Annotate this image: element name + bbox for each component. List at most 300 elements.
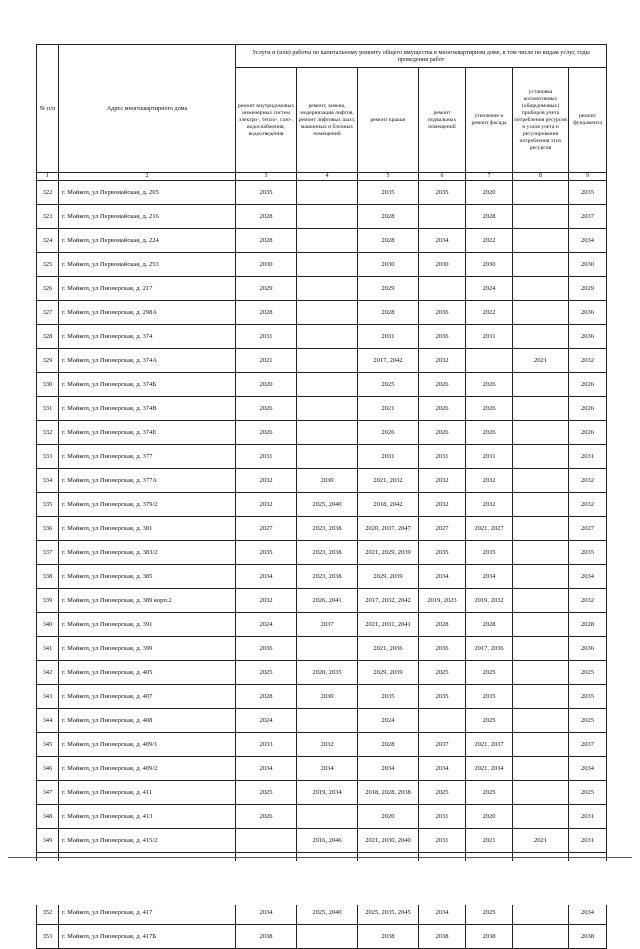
cell-roof: 2029 [358, 277, 419, 301]
cell-facade: 2025 [466, 709, 513, 733]
cell-meters [513, 493, 569, 517]
row-address: г. Майкоп, ул Пионерская, д. 377 [59, 445, 236, 469]
row-address: г. Майкоп, ул Первомайская, д. 224 [59, 229, 236, 253]
cell-roof: 2017, 2032, 2042 [358, 589, 419, 613]
header-engineering-systems: ремонт внутридомовых инженерных систем электро-, тепло-, газо-, водоснабжения, водоотведения [236, 68, 297, 173]
cell-roof: 2038 [358, 925, 419, 949]
cell-engineering-systems: 2029 [236, 277, 297, 301]
cell-basement: 2026 [419, 397, 466, 421]
row-number: 322 [37, 181, 59, 205]
table-row [37, 709, 607, 733]
cell-basement: 2037 [419, 733, 466, 757]
row-number: 326 [37, 277, 59, 301]
cell-engineering-systems [236, 829, 297, 853]
row-number: 327 [37, 301, 59, 325]
cell-roof: 2028 [358, 205, 419, 229]
table-row [37, 277, 607, 301]
cell-meters [513, 661, 569, 685]
cell-foundation: 2032 [569, 493, 607, 517]
row-address: г. Майкоп, ул Пионерская, д. 374Б [59, 373, 236, 397]
table-row [37, 661, 607, 685]
cell-basement: 2032 [419, 349, 466, 373]
cell-elevators: 2030 [297, 685, 358, 709]
cell-elevators: 2025, 2040 [297, 901, 358, 925]
cell-facade [466, 349, 513, 373]
cell-facade: 2021, 2027 [466, 517, 513, 541]
table-row [37, 421, 607, 445]
cell-roof: 2018, 2042 [358, 493, 419, 517]
cell-elevators [297, 229, 358, 253]
cell-elevators [297, 805, 358, 829]
table-row [37, 613, 607, 637]
cell-engineering-systems: 2020 [236, 373, 297, 397]
col-number-9: 9 [569, 173, 607, 181]
cell-foundation: 2027 [569, 517, 607, 541]
cell-foundation: 2035 [569, 685, 607, 709]
cell-facade: 2035 [466, 541, 513, 565]
cell-engineering-systems: 2025 [236, 661, 297, 685]
cell-facade: 2025 [466, 661, 513, 685]
col-number-4: 4 [297, 173, 358, 181]
cell-basement: 2019, 2023 [419, 589, 466, 613]
cell-basement: 2038 [419, 925, 466, 949]
table-row [37, 565, 607, 589]
col-number-2: 2 [59, 173, 236, 181]
table-row [37, 445, 607, 469]
cell-foundation: 2034 [569, 901, 607, 925]
table-row [37, 469, 607, 493]
cell-facade: 2021, 2037 [466, 733, 513, 757]
row-address: г. Майкоп, ул Пионерская, д. 217 [59, 277, 236, 301]
row-number: 333 [37, 445, 59, 469]
cell-roof: 2034 [358, 757, 419, 781]
header-group-title: Услуги и (или) работы по капитальному ремонту общего имущества в многоквартирном доме, в том числе по видам услуг, годы проведения работ [236, 45, 607, 68]
col-number-6: 6 [419, 173, 466, 181]
cell-foundation: 2034 [569, 565, 607, 589]
table-row [37, 685, 607, 709]
col-number-5: 5 [358, 173, 419, 181]
cell-engineering-systems: 2034 [236, 565, 297, 589]
page-bottom-margin [0, 861, 640, 905]
cell-facade: 2031 [466, 445, 513, 469]
cell-basement: 2030 [419, 253, 466, 277]
cell-meters [513, 805, 569, 829]
cell-elevators: 2023, 2038 [297, 517, 358, 541]
cell-basement [419, 205, 466, 229]
cell-elevators [297, 301, 358, 325]
row-number: 329 [37, 349, 59, 373]
row-address: г. Майкоп, ул Пионерская, д. 411 [59, 781, 236, 805]
cell-roof: 2028 [358, 229, 419, 253]
cell-facade: 2034 [466, 565, 513, 589]
row-address: г. Майкоп, ул Пионерская, д. 399 [59, 637, 236, 661]
cell-foundation: 2026 [569, 421, 607, 445]
cell-roof: 2029, 2039 [358, 565, 419, 589]
cell-basement: 2032 [419, 493, 466, 517]
cell-facade: 2038 [466, 925, 513, 949]
cell-basement: 2034 [419, 901, 466, 925]
cell-basement [419, 277, 466, 301]
cell-basement: 2025 [419, 661, 466, 685]
table-row [37, 541, 607, 565]
table-row [37, 781, 607, 805]
cell-meters [513, 229, 569, 253]
cell-foundation: 2025 [569, 709, 607, 733]
table-row [37, 493, 607, 517]
table-row [37, 253, 607, 277]
cell-engineering-systems: 2033 [236, 733, 297, 757]
row-address: г. Майкоп, ул Пионерская, д. 408 [59, 709, 236, 733]
cell-engineering-systems: 2038 [236, 925, 297, 949]
cell-elevators [297, 253, 358, 277]
cell-meters [513, 301, 569, 325]
cell-elevators [297, 349, 358, 373]
cell-facade: 2032 [466, 469, 513, 493]
cell-foundation: 2035 [569, 541, 607, 565]
cell-facade: 2026 [466, 373, 513, 397]
row-address: г. Майкоп, ул Первомайская, д. 205 [59, 181, 236, 205]
row-address: г. Майкоп, ул Пионерская, д. 379/2 [59, 493, 236, 517]
cell-elevators [297, 397, 358, 421]
cell-meters [513, 925, 569, 949]
cell-foundation: 2032 [569, 589, 607, 613]
cell-meters [513, 589, 569, 613]
table-row [37, 397, 607, 421]
cell-elevators: 2019, 2034 [297, 781, 358, 805]
cell-meters [513, 373, 569, 397]
cell-elevators: 2037 [297, 613, 358, 637]
cell-roof: 2021, 2032 [358, 469, 419, 493]
cell-meters [513, 733, 569, 757]
cell-foundation: 2026 [569, 373, 607, 397]
cell-facade: 2031 [466, 325, 513, 349]
cell-meters [513, 181, 569, 205]
cell-meters [513, 277, 569, 301]
cell-elevators [297, 205, 358, 229]
header-meters: установка коллективных (общедомовых) приборов учета потребления ресурсов и узлов учета и регулирования потребления этих ресурсов [513, 68, 569, 173]
cell-basement: 2028 [419, 613, 466, 637]
cell-meters [513, 709, 569, 733]
cell-elevators [297, 277, 358, 301]
cell-basement: 2036 [419, 301, 466, 325]
row-number: 339 [37, 589, 59, 613]
page-cut-line [8, 857, 632, 858]
cell-basement: 2035 [419, 181, 466, 205]
cell-facade: 2025 [466, 901, 513, 925]
row-address: г. Майкоп, ул Пионерская, д. 374 [59, 325, 236, 349]
cell-foundation: 2030 [569, 253, 607, 277]
row-number: 328 [37, 325, 59, 349]
header-facade: утепление и ремонт фасада [466, 68, 513, 173]
cell-basement: 2032 [419, 469, 466, 493]
cell-meters [513, 253, 569, 277]
cell-basement: 2031 [419, 805, 466, 829]
cell-elevators: 2023, 2038 [297, 541, 358, 565]
cell-meters [513, 205, 569, 229]
cell-basement: 2034 [419, 229, 466, 253]
cell-basement: 2026 [419, 421, 466, 445]
cell-elevators [297, 181, 358, 205]
table-row [37, 733, 607, 757]
row-number: 332 [37, 421, 59, 445]
cell-roof: 2028 [358, 733, 419, 757]
row-number: 352 [37, 901, 59, 925]
row-address: г. Майкоп, ул Первомайская, д. 253 [59, 253, 236, 277]
cell-foundation: 2032 [569, 469, 607, 493]
cell-foundation: 2032 [569, 349, 607, 373]
cell-elevators: 2025, 2040 [297, 493, 358, 517]
cell-basement: 2035 [419, 541, 466, 565]
row-number: 344 [37, 709, 59, 733]
cell-foundation: 2034 [569, 229, 607, 253]
row-address: г. Майкоп, ул Пионерская, д. 407 [59, 685, 236, 709]
row-number: 338 [37, 565, 59, 589]
header-foundation: ремонт фундамента [569, 68, 607, 173]
cell-meters [513, 757, 569, 781]
cell-meters: 2021 [513, 829, 569, 853]
cell-basement [419, 709, 466, 733]
cell-engineering-systems: 2035 [236, 541, 297, 565]
cell-elevators: 2032 [297, 733, 358, 757]
table-row [37, 301, 607, 325]
cell-basement: 2031 [419, 829, 466, 853]
cell-roof: 2021, 2036 [358, 637, 419, 661]
cell-engineering-systems: 2024 [236, 709, 297, 733]
cell-engineering-systems: 2032 [236, 589, 297, 613]
cell-elevators: 2026, 2041 [297, 589, 358, 613]
cell-facade: 2030 [466, 253, 513, 277]
cell-foundation: 2029 [569, 277, 607, 301]
row-number: 349 [37, 829, 59, 853]
row-number: 346 [37, 757, 59, 781]
cell-roof: 2021, 2029, 2039 [358, 541, 419, 565]
cell-meters [513, 517, 569, 541]
cell-roof: 2021, 2031, 2041 [358, 613, 419, 637]
row-address: г. Майкоп, ул Первомайская, д. 216 [59, 205, 236, 229]
cell-basement: 2027 [419, 517, 466, 541]
header-roof: ремонт крыши [358, 68, 419, 173]
cell-foundation: 2028 [569, 613, 607, 637]
cell-foundation: 2025 [569, 661, 607, 685]
table-row [37, 373, 607, 397]
cell-roof: 2020 [358, 805, 419, 829]
cell-roof: 2028 [358, 301, 419, 325]
row-number: 331 [37, 397, 59, 421]
cell-roof: 2021, 2030, 2040 [358, 829, 419, 853]
cell-meters [513, 541, 569, 565]
col-number-7: 7 [466, 173, 513, 181]
cell-roof: 2017, 2042 [358, 349, 419, 373]
table-row [37, 205, 607, 229]
cell-engineering-systems: 2024 [236, 613, 297, 637]
cell-engineering-systems: 2035 [236, 181, 297, 205]
row-number: 334 [37, 469, 59, 493]
cell-engineering-systems: 2026 [236, 397, 297, 421]
cell-basement: 2034 [419, 565, 466, 589]
cell-roof: 2035 [358, 685, 419, 709]
row-address: г. Майкоп, ул Пионерская, д. 374В [59, 397, 236, 421]
cell-basement: 2035 [419, 685, 466, 709]
row-number: 324 [37, 229, 59, 253]
row-number: 341 [37, 637, 59, 661]
cell-meters [513, 685, 569, 709]
cell-roof: 2018, 2028, 2038 [358, 781, 419, 805]
cell-roof: 2031 [358, 325, 419, 349]
row-address: г. Майкоп, ул Пионерская, д. 381 [59, 517, 236, 541]
cell-elevators [297, 325, 358, 349]
cell-elevators [297, 637, 358, 661]
row-number: 347 [37, 781, 59, 805]
table-body [37, 181, 607, 949]
table-row [37, 181, 607, 205]
cell-engineering-systems: 2028 [236, 301, 297, 325]
col-number-3: 3 [236, 173, 297, 181]
cell-foundation: 2038 [569, 925, 607, 949]
cell-elevators [297, 925, 358, 949]
table-row [37, 229, 607, 253]
cell-basement: 2036 [419, 325, 466, 349]
table-row [37, 637, 607, 661]
cell-roof: 2021 [358, 397, 419, 421]
cell-elevators [297, 373, 358, 397]
cell-foundation: 2037 [569, 733, 607, 757]
cell-meters [513, 325, 569, 349]
table-row [37, 517, 607, 541]
cell-elevators: 2030 [297, 469, 358, 493]
cell-elevators [297, 445, 358, 469]
row-number: 330 [37, 373, 59, 397]
cell-engineering-systems: 2031 [236, 445, 297, 469]
cell-facade: 2019, 2032 [466, 589, 513, 613]
row-address: г. Майкоп, ул Пионерская, д. 405 [59, 661, 236, 685]
cell-meters: 2021 [513, 349, 569, 373]
row-address: г. Майкоп, ул Пионерская, д. 409/1 [59, 733, 236, 757]
table-row [37, 829, 607, 853]
cell-foundation: 2034 [569, 757, 607, 781]
cell-roof: 2035 [358, 181, 419, 205]
cell-facade: 2021, 2034 [466, 757, 513, 781]
cell-engineering-systems: 2030 [236, 253, 297, 277]
cell-roof: 2024 [358, 709, 419, 733]
cell-facade: 2021 [466, 829, 513, 853]
row-number: 325 [37, 253, 59, 277]
cell-foundation: 2036 [569, 637, 607, 661]
cell-engineering-systems: 2034 [236, 757, 297, 781]
cell-meters [513, 421, 569, 445]
row-address: г. Майкоп, ул Пионерская, д. 389 корп.2 [59, 589, 236, 613]
row-address: г. Майкоп, ул Пионерская, д. 417 [59, 901, 236, 925]
row-address: г. Майкоп, ул Пионерская, д. 409/2 [59, 757, 236, 781]
col-number-8: 8 [513, 173, 569, 181]
cell-roof: 2030 [358, 253, 419, 277]
cell-engineering-systems: 2032 [236, 469, 297, 493]
cell-engineering-systems: 2031 [236, 325, 297, 349]
cell-roof: 2025, 2035, 2045 [358, 901, 419, 925]
cell-roof: 2025 [358, 373, 419, 397]
row-address: г. Майкоп, ул Пионерская, д. 391 [59, 613, 236, 637]
row-address: г. Майкоп, ул Пионерская, д. 385 [59, 565, 236, 589]
header-basement: ремонт подвальных помещений [419, 68, 466, 173]
row-address: г. Майкоп, ул Пионерская, д. 377А [59, 469, 236, 493]
cell-engineering-systems: 2028 [236, 685, 297, 709]
cell-meters [513, 397, 569, 421]
cell-meters [513, 637, 569, 661]
row-number: 345 [37, 733, 59, 757]
cell-foundation: 2031 [569, 805, 607, 829]
cell-basement: 2031 [419, 445, 466, 469]
cell-foundation: 2035 [569, 181, 607, 205]
header-address: Адрес многоквартирного дома [59, 45, 236, 173]
cell-meters [513, 469, 569, 493]
cell-facade: 2024 [466, 277, 513, 301]
capital-repair-table [36, 44, 607, 949]
cell-facade: 2025 [466, 781, 513, 805]
cell-elevators [297, 421, 358, 445]
table-row [37, 349, 607, 373]
header-elevators: ремонт, замена, модернизация лифтов, ремонт лифтовых шахт, машинных и блочных помещений [297, 68, 358, 173]
cell-engineering-systems: 2025 [236, 781, 297, 805]
cell-basement: 2034 [419, 757, 466, 781]
row-number: 335 [37, 493, 59, 517]
row-number: 342 [37, 661, 59, 685]
table-row [37, 589, 607, 613]
cell-elevators: 2020, 2035 [297, 661, 358, 685]
row-address: г. Майкоп, ул Пионерская, д. 383/2 [59, 541, 236, 565]
cell-meters [513, 781, 569, 805]
row-address: г. Майкоп, ул Пионерская, д. 417Б [59, 925, 236, 949]
row-address: г. Майкоп, ул Пионерская, д. 413 [59, 805, 236, 829]
row-number: 323 [37, 205, 59, 229]
cell-roof: 2020, 2037, 2047 [358, 517, 419, 541]
cell-facade: 2028 [466, 613, 513, 637]
cell-meters [513, 445, 569, 469]
cell-basement: 2025 [419, 781, 466, 805]
cell-foundation: 2037 [569, 205, 607, 229]
row-address: г. Майкоп, ул Пионерская, д. 374А [59, 349, 236, 373]
cell-roof: 2026 [358, 421, 419, 445]
cell-facade: 2020 [466, 181, 513, 205]
cell-meters [513, 613, 569, 637]
cell-engineering-systems: 2026 [236, 421, 297, 445]
cell-foundation: 2036 [569, 325, 607, 349]
row-number: 343 [37, 685, 59, 709]
cell-engineering-systems: 2032 [236, 493, 297, 517]
cell-elevators: 2034 [297, 757, 358, 781]
cell-foundation: 2036 [569, 301, 607, 325]
cell-engineering-systems: 2027 [236, 517, 297, 541]
table-row [37, 805, 607, 829]
row-number: 353 [37, 925, 59, 949]
cell-roof: 2029, 2039 [358, 661, 419, 685]
cell-basement: 2036 [419, 637, 466, 661]
row-address: г. Майкоп, ул Пионерская, д. 374Е [59, 421, 236, 445]
cell-elevators: 2023, 2038 [297, 565, 358, 589]
cell-engineering-systems: 2028 [236, 229, 297, 253]
row-address: г. Майкоп, ул Пионерская, д. 415/2 [59, 829, 236, 853]
cell-engineering-systems: 2028 [236, 205, 297, 229]
cell-elevators: 2016, 2046 [297, 829, 358, 853]
cell-foundation: 2031 [569, 445, 607, 469]
cell-foundation: 2025 [569, 781, 607, 805]
cell-facade: 2022 [466, 229, 513, 253]
cell-facade: 2028 [466, 205, 513, 229]
cell-engineering-systems: 2021 [236, 349, 297, 373]
cell-facade: 2026 [466, 421, 513, 445]
cell-elevators [297, 709, 358, 733]
cell-meters [513, 565, 569, 589]
table-row [37, 925, 607, 949]
cell-facade: 2026 [466, 397, 513, 421]
